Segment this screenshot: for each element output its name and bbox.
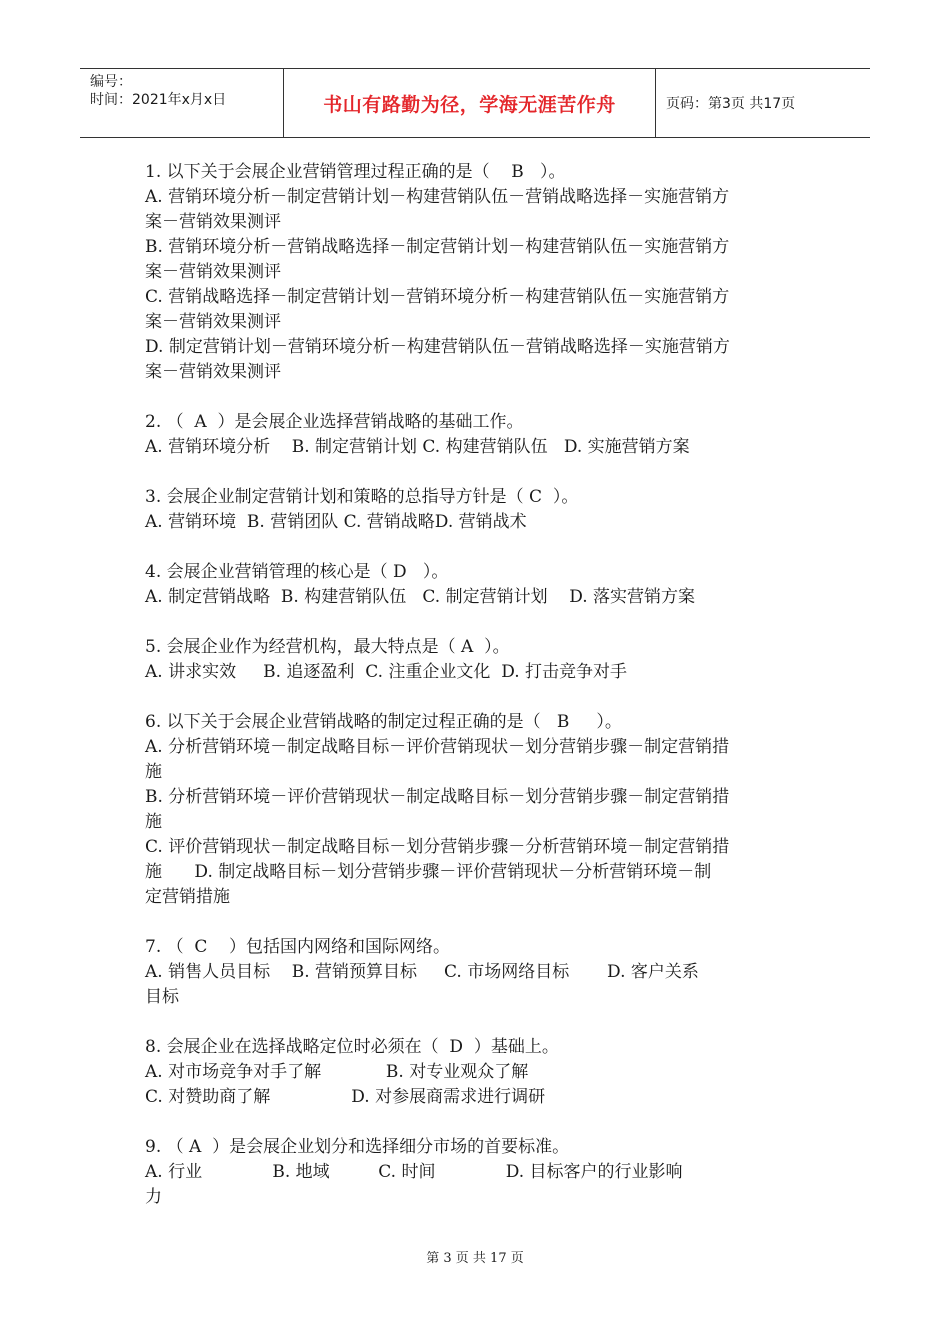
question-option-line: C. 营销战略选择－制定营销计划－营销环境分析－构建营销队伍－实施营销方 [145, 287, 730, 307]
question-option-line: A. 营销环境分析 B. 制定营销计划 C. 构建营销队伍 D. 实施营销方案 [145, 437, 690, 457]
question-option-line: D. 制定营销计划－营销环境分析－构建营销队伍－营销战略选择－实施营销方 [145, 337, 730, 357]
question-option-line: 案－营销效果测评 [145, 212, 281, 232]
question-option-line: 力 [145, 1187, 162, 1207]
question-option-line: A. 对市场竞争对手了解 B. 对专业观众了解 [145, 1062, 529, 1082]
header-motto: 书山有路勤为径，学海无涯苦作舟 [283, 69, 656, 137]
question-9 [145, 1135, 810, 1210]
question-option-line: 案－营销效果测评 [145, 362, 281, 382]
question-1 [145, 160, 810, 385]
question-option-line: 施 D. 制定战略目标－划分营销步骤－评价营销现状－分析营销环境－制 [145, 862, 712, 882]
question-stem: 7. （ C ）包括国内网络和国际网络。 [145, 937, 451, 957]
question-option-line: 定营销措施 [145, 887, 230, 907]
question-stem: 3. 会展企业制定营销计划和策略的总指导方针是（ C ）。 [145, 487, 579, 507]
question-stem: 2. （ A ）是会展企业选择营销战略的基础工作。 [145, 412, 524, 432]
document-date: 时间：2021年x月x日 [90, 92, 227, 108]
document-number-label: 编号： [90, 74, 132, 90]
question-stem: 8. 会展企业在选择战略定位时必须在（ D ）基础上。 [145, 1037, 559, 1057]
question-option-line: 案－营销效果测评 [145, 312, 281, 332]
question-option-line: A. 营销环境 B. 营销团队 C. 营销战略D. 营销战术 [145, 512, 527, 532]
question-option-line: C. 评价营销现状－制定战略目标－划分营销步骤－分析营销环境－制定营销措 [145, 837, 730, 857]
question-7 [145, 935, 810, 1010]
question-option-line: B. 分析营销环境－评价营销现状－制定战略目标－划分营销步骤－制定营销措 [145, 787, 730, 807]
question-option-line: A. 制定营销战略 B. 构建营销队伍 C. 制定营销计划 D. 落实营销方案 [145, 587, 696, 607]
question-option-line: A. 行业 B. 地域 C. 时间 D. 目标客户的行业影响 [145, 1162, 683, 1182]
question-list [145, 160, 810, 1235]
header-meta [80, 69, 283, 137]
question-option-line: A. 营销环境分析－制定营销计划－构建营销队伍－营销战略选择－实施营销方 [145, 187, 730, 207]
question-option-line: A. 分析营销环境－制定战略目标－评价营销现状－划分营销步骤－制定营销措 [145, 737, 730, 757]
question-5 [145, 635, 810, 685]
header-page-info: 页码：第3页 共17页 [666, 96, 796, 112]
question-stem: 5. 会展企业作为经营机构，最大特点是（ A ）。 [145, 637, 510, 657]
page-header [80, 68, 870, 138]
question-option-line: 案－营销效果测评 [145, 262, 281, 282]
page-footer: 第 3 页 共 17 页 [426, 1251, 524, 1266]
question-6 [145, 710, 810, 910]
question-8 [145, 1035, 810, 1110]
question-option-line: 施 [145, 812, 162, 832]
question-option-line: 施 [145, 762, 162, 782]
question-stem: 9. （ A ）是会展企业划分和选择细分市场的首要标准。 [145, 1137, 570, 1157]
question-stem: 4. 会展企业营销管理的核心是（ D ）。 [145, 562, 449, 582]
question-option-line: A. 销售人员目标 B. 营销预算目标 C. 市场网络目标 D. 客户关系 [145, 962, 699, 982]
question-stem: 1. 以下关于会展企业营销管理过程正确的是（ B ）。 [145, 162, 566, 182]
question-option-line: B. 营销环境分析－营销战略选择－制定营销计划－构建营销队伍－实施营销方 [145, 237, 730, 257]
question-option-line: C. 对赞助商了解 D. 对参展商需求进行调研 [145, 1087, 546, 1107]
question-4 [145, 560, 810, 610]
question-stem: 6. 以下关于会展企业营销战略的制定过程正确的是（ B ）。 [145, 712, 622, 732]
question-3 [145, 485, 810, 535]
question-option-line: A. 讲求实效 B. 追逐盈利 C. 注重企业文化 D. 打击竞争对手 [145, 662, 628, 682]
question-option-line: 目标 [145, 987, 179, 1007]
question-2 [145, 410, 810, 460]
